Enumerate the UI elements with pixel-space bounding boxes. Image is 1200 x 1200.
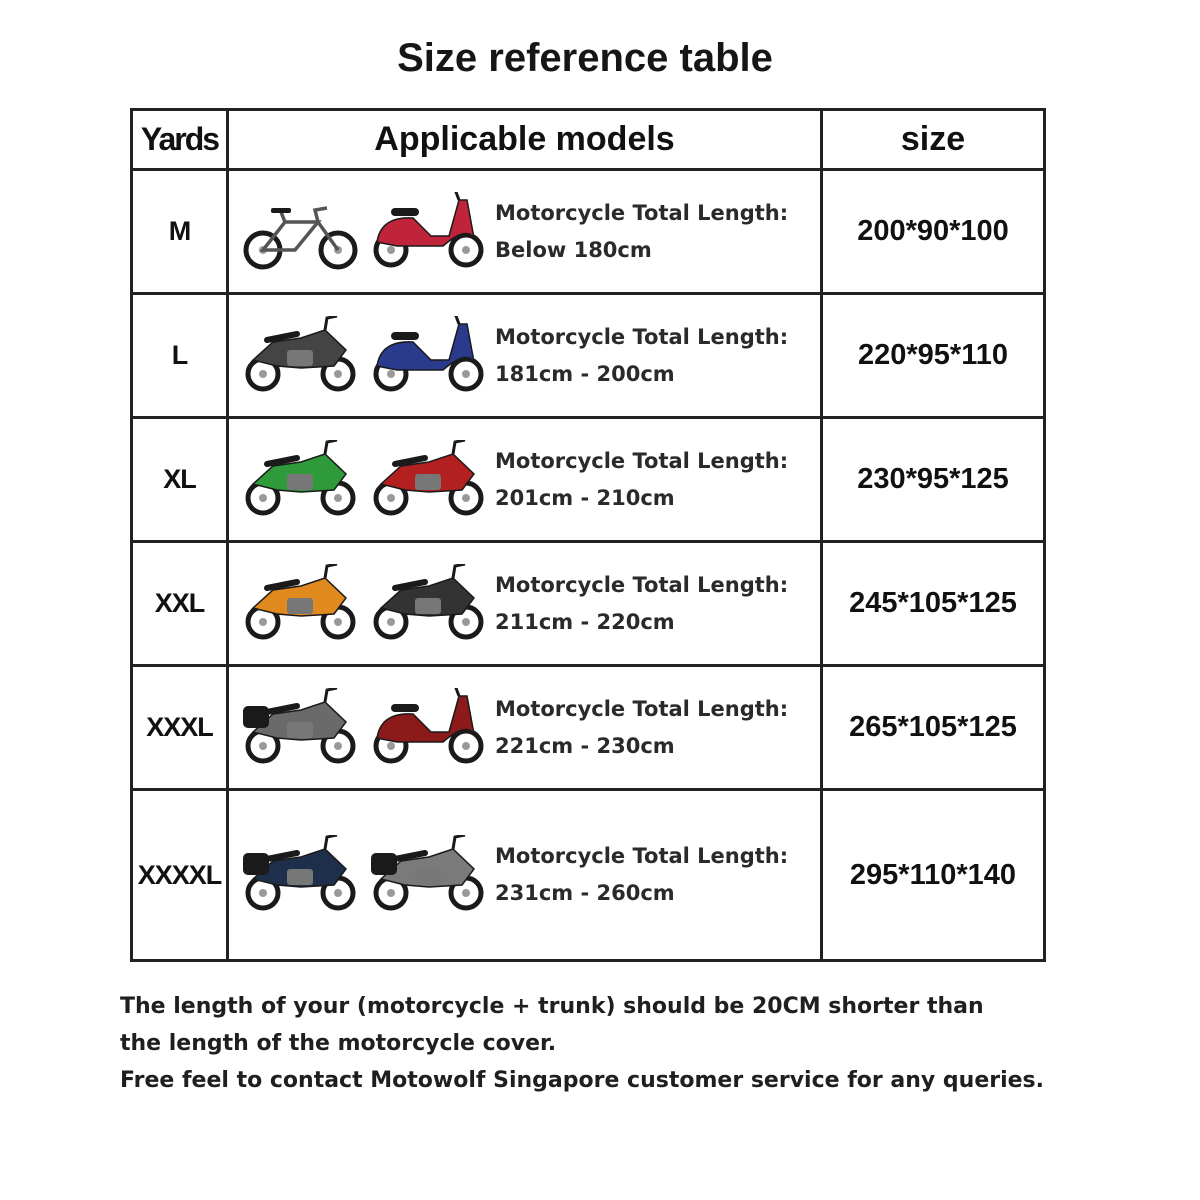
yard-cell [133, 419, 229, 540]
sportbike-icon [248, 440, 353, 513]
yard-label: L [171, 340, 188, 370]
size-cell [823, 171, 1043, 292]
size-value: 245*105*125 [849, 587, 1017, 619]
models-cell [229, 667, 823, 788]
size-cell [823, 419, 1043, 540]
dirtbike-icon [248, 564, 353, 637]
length-label: Motorcycle Total Length: [495, 448, 789, 473]
length-label: Motorcycle Total Length: [495, 200, 789, 225]
touring-bike-icon [243, 688, 353, 761]
size-value: 230*95*125 [857, 463, 1009, 495]
length-label: Motorcycle Total Length: [495, 844, 789, 868]
scooter-icon [376, 316, 481, 389]
header-size: size [900, 120, 966, 158]
yard-label: XXXL [146, 712, 213, 742]
header-models-cell [229, 111, 823, 168]
length-range: Below 180cm [495, 237, 652, 262]
length-label: Motorcycle Total Length: [495, 572, 789, 597]
yard-label: XL [163, 464, 196, 494]
header-yards: Yards [140, 121, 219, 157]
note-line: The length of your (motorcycle + trunk) should be 20CM shorter than [120, 994, 984, 1019]
size-value: 220*95*110 [858, 339, 1008, 371]
size-value: 265*105*125 [849, 711, 1017, 743]
length-label: Motorcycle Total Length: [495, 324, 789, 349]
yard-cell [133, 171, 229, 292]
size-value: 200*90*100 [857, 215, 1009, 247]
length-range: 211cm - 220cm [495, 609, 675, 634]
vehicle-images [241, 192, 491, 272]
yard-label: M [168, 216, 191, 246]
models-cell [229, 295, 823, 416]
vehicle-images [241, 564, 491, 644]
yard-cell [133, 543, 229, 664]
vehicle-images [241, 835, 491, 915]
yard-cell [133, 791, 229, 959]
vehicle-images [241, 316, 491, 396]
size-cell [823, 295, 1043, 416]
note-line: the length of the motorcycle cover. [120, 1031, 557, 1056]
header-size-cell [823, 111, 1043, 168]
cruiser-icon [243, 835, 353, 908]
vehicle-images [241, 440, 491, 520]
length-description [495, 691, 788, 765]
naked-bike-icon [376, 564, 481, 637]
note-line: Free feel to contact Motowolf Singapore customer service for any queries. [120, 1068, 1044, 1093]
scooter-icon [376, 192, 481, 265]
table-header-row [133, 111, 1043, 171]
size-cell [823, 667, 1043, 788]
models-cell [229, 419, 823, 540]
yard-label: XXL [154, 588, 205, 618]
models-cell [229, 791, 823, 959]
page-title: Size reference table [397, 36, 773, 80]
table-row [133, 419, 1043, 543]
vehicle-images [241, 688, 491, 768]
length-range: 221cm - 230cm [495, 733, 675, 758]
yard-cell [133, 667, 229, 788]
size-cell [823, 791, 1043, 959]
models-cell [229, 171, 823, 292]
touring-bike-icon [371, 835, 481, 908]
table-row [133, 171, 1043, 295]
bicycle-icon [246, 208, 355, 267]
length-description [495, 567, 788, 641]
table-row [133, 295, 1043, 419]
size-cell [823, 543, 1043, 664]
sportbike-icon [376, 440, 481, 513]
length-range: 181cm - 200cm [495, 361, 675, 386]
length-description [495, 838, 788, 912]
maxi-scooter-icon [376, 688, 481, 761]
length-description [495, 443, 788, 517]
size-value: 295*110*140 [849, 858, 1017, 891]
models-cell [229, 543, 823, 664]
size-table [130, 108, 1046, 962]
table-row [133, 667, 1043, 791]
yard-cell [133, 295, 229, 416]
yard-label: XXXXL [137, 859, 222, 890]
length-label: Motorcycle Total Length: [495, 696, 789, 721]
header-models: Applicable models [374, 120, 675, 158]
table-row [133, 791, 1043, 959]
length-range: 231cm - 260cm [495, 881, 675, 905]
length-description [495, 319, 788, 393]
length-description [495, 195, 788, 269]
motorcycle-icon [248, 316, 353, 389]
table-row [133, 543, 1043, 667]
notes-block [120, 988, 1120, 1099]
length-range: 201cm - 210cm [495, 485, 675, 510]
header-yards-cell [133, 111, 229, 168]
